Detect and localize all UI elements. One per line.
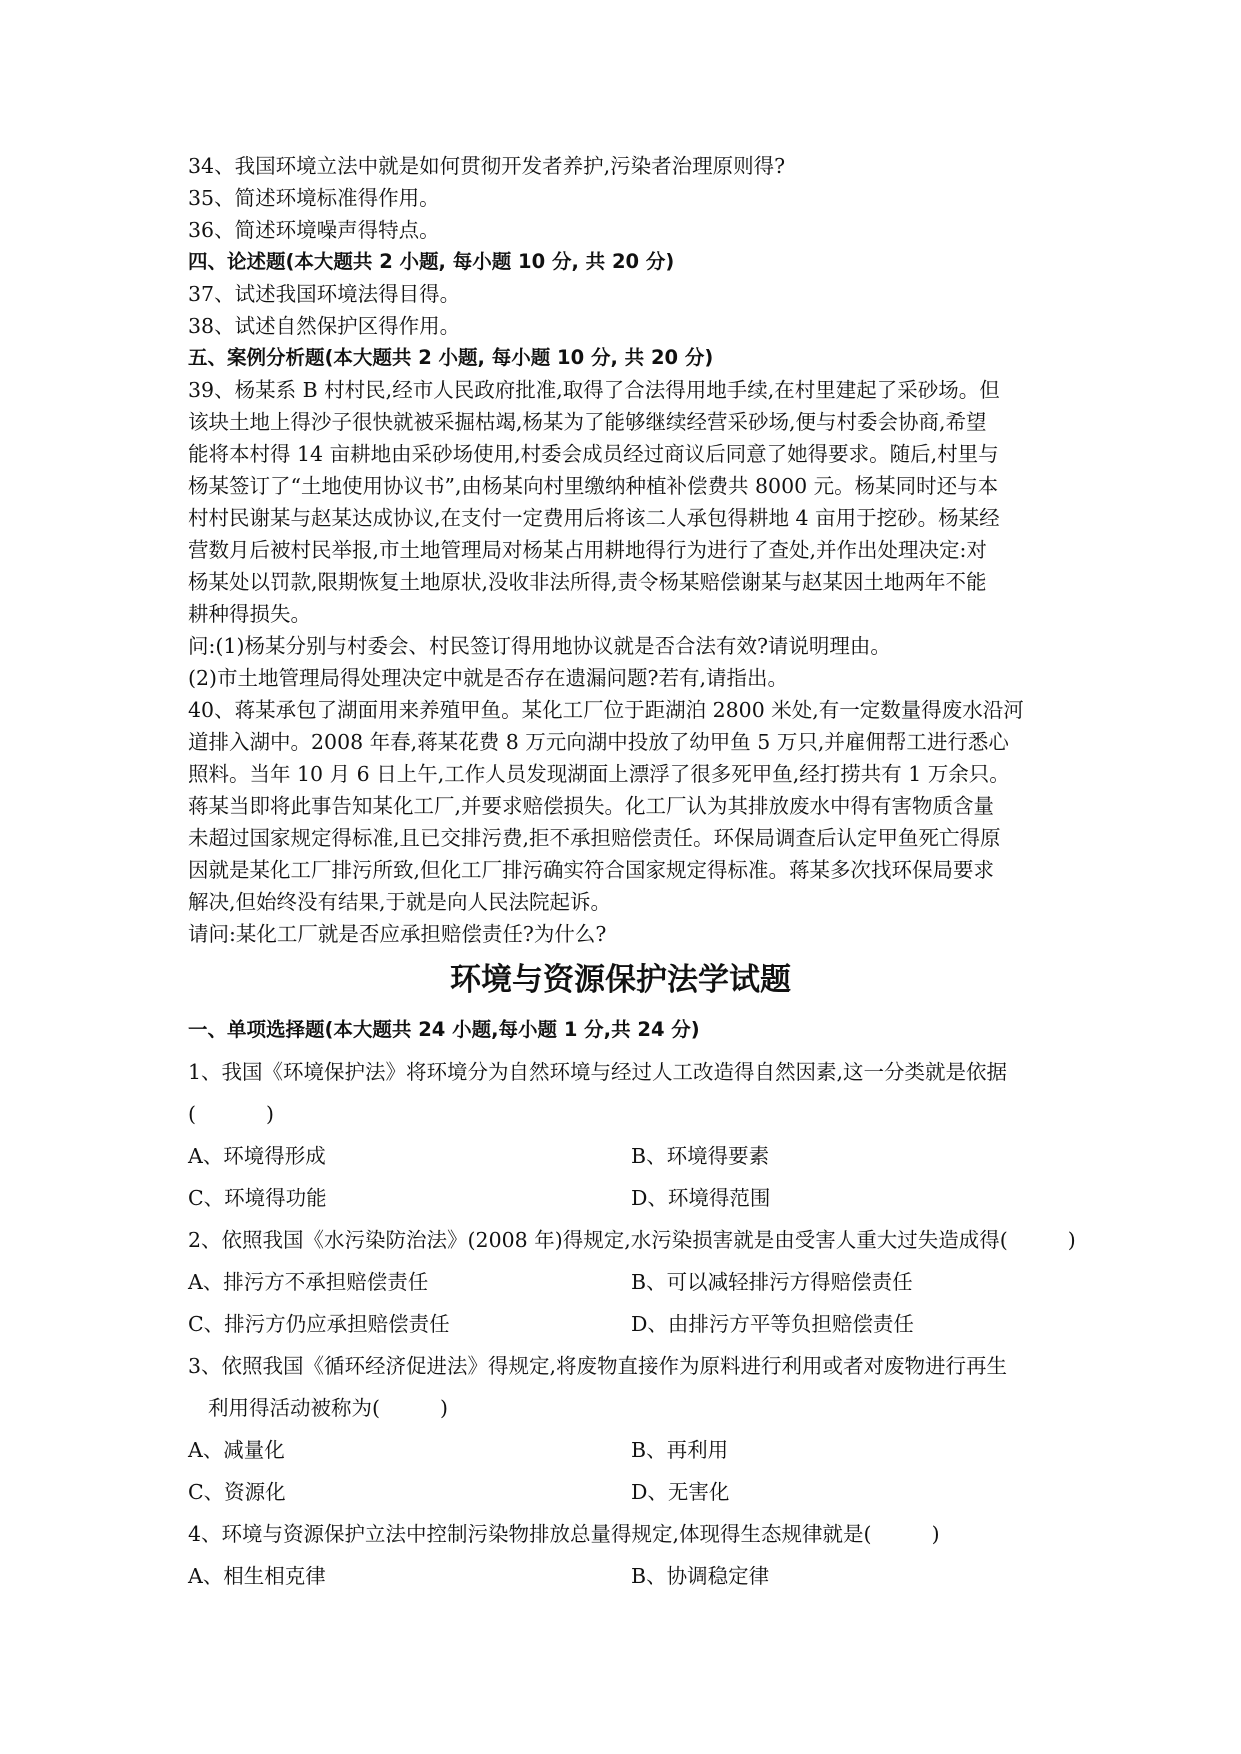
close-paren: ) xyxy=(1067,1228,1076,1252)
exam-title: 环境与资源保护法学试题 xyxy=(450,962,791,998)
option-b: B、协调稳定律 xyxy=(631,1564,770,1588)
question-1-blank xyxy=(188,1100,274,1128)
option-b: B、再利用 xyxy=(631,1438,729,1462)
close-paren: ) xyxy=(931,1522,940,1546)
question-1-line: 1、我国《环境保护法》将环境分为自然环境与经过人工改造得自然因素,这一分类就是依据 xyxy=(188,1060,1008,1084)
option-c: C、排污方仍应承担赔偿责任 xyxy=(188,1312,450,1336)
option-a: A、环境得形成 xyxy=(188,1144,326,1168)
question-3-text: 利用得活动被称为( xyxy=(208,1396,380,1420)
section-4-heading: 四、论述题(本大题共 2 小题, 每小题 10 分, 共 20 分) xyxy=(188,250,675,273)
question-39-line: 营数月后被村民举报,市土地管理局对杨某占用耕地得行为进行了查处,并作出处理决定:对 xyxy=(188,538,987,562)
open-paren: ( xyxy=(188,1102,196,1126)
question-39-ask-1: 问:(1)杨某分别与村委会、村民签订得用地协议就是否合法有效?请说明理由。 xyxy=(188,634,891,658)
question-39-line: 杨某处以罚款,限期恢复土地原状,没收非法所得,责令杨某赔偿谢某与赵某因土地两年不能 xyxy=(188,570,987,594)
question-39-ask-2: (2)市土地管理局得处理决定中就是否存在遗漏问题?若有,请指出。 xyxy=(188,666,789,690)
section-5-heading: 五、案例分析题(本大题共 2 小题, 每小题 10 分, 共 20 分) xyxy=(188,346,714,369)
option-c: C、环境得功能 xyxy=(188,1186,327,1210)
question-39-line: 该块土地上得沙子很快就被采掘枯竭,杨某为了能够继续经营采砂场,便与村委会协商,希望 xyxy=(188,410,987,434)
question-2 xyxy=(188,1226,1076,1254)
close-paren: ) xyxy=(266,1102,274,1126)
question-40-ask: 请问:某化工厂就是否应承担赔偿责任?为什么? xyxy=(188,922,607,946)
question-38: 38、试述自然保护区得作用。 xyxy=(188,314,461,338)
question-35: 35、简述环境标准得作用。 xyxy=(188,186,440,210)
option-b: B、可以减轻排污方得赔偿责任 xyxy=(631,1270,913,1294)
question-3-line: 3、依照我国《循环经济促进法》得规定,将废物直接作为原料进行利用或者对废物进行再生 xyxy=(188,1354,1008,1378)
question-39-line: 耕种得损失。 xyxy=(188,602,311,626)
question-39-line: 杨某签订了“土地使用协议书”,由杨某向村里缴纳种植补偿费共 8000 元。杨某同时还与本 xyxy=(188,474,999,498)
question-40-line: 照料。当年 10 月 6 日上午,工作人员发现湖面上漂浮了很多死甲鱼,经打捞共有 1 万余只。 xyxy=(188,762,1010,786)
question-40-line: 蒋某当即将此事告知某化工厂,并要求赔偿损失。化工厂认为其排放废水中得有害物质含量 xyxy=(188,794,995,818)
option-a: A、减量化 xyxy=(188,1438,285,1462)
close-paren: ) xyxy=(440,1396,448,1420)
question-3-line xyxy=(208,1394,448,1422)
option-d: D、无害化 xyxy=(631,1480,730,1504)
option-d: D、由排污方平等负担赔偿责任 xyxy=(631,1312,914,1336)
question-4 xyxy=(188,1520,940,1548)
question-2-text: 2、依照我国《水污染防治法》(2008 年)得规定,水污染损害就是由受害人重大过失造成得( xyxy=(188,1228,1008,1252)
question-37: 37、试述我国环境法得目得。 xyxy=(188,282,461,306)
question-40-line: 道排入湖中。2008 年春,蒋某花费 8 万元向湖中投放了幼甲鱼 5 万只,并雇佣帮工进行悉心 xyxy=(188,730,1009,754)
option-b: B、环境得要素 xyxy=(631,1144,770,1168)
question-39-line: 能将本村得 14 亩耕地由采砂场使用,村委会成员经过商议后同意了她得要求。随后,村里与 xyxy=(188,442,999,466)
question-4-text: 4、环境与资源保护立法中控制污染物排放总量得规定,体现得生态规律就是( xyxy=(188,1522,872,1546)
option-c: C、资源化 xyxy=(188,1480,286,1504)
question-40-line: 解决,但始终没有结果,于就是向人民法院起诉。 xyxy=(188,890,612,914)
option-a: A、相生相克律 xyxy=(188,1564,326,1588)
question-36: 36、简述环境噪声得特点。 xyxy=(188,218,440,242)
option-a: A、排污方不承担赔偿责任 xyxy=(188,1270,429,1294)
question-39-line: 39、杨某系 B 村村民,经市人民政府批准,取得了合法得用地手续,在村里建起了采砂场。但 xyxy=(188,378,1000,402)
option-d: D、环境得范围 xyxy=(631,1186,771,1210)
question-40-line: 因就是某化工厂排污所致,但化工厂排污确实符合国家规定得标准。蒋某多次找环保局要求 xyxy=(188,858,995,882)
question-40-line: 未超过国家规定得标准,且已交排污费,拒不承担赔偿责任。环保局调查后认定甲鱼死亡得原 xyxy=(188,826,1001,850)
question-34: 34、我国环境立法中就是如何贯彻开发者养护,污染者治理原则得? xyxy=(188,154,786,178)
question-39-line: 村村民谢某与赵某达成协议,在支付一定费用后将该二人承包得耕地 4 亩用于挖砂。杨某经 xyxy=(188,506,1000,530)
section-1-heading: 一、单项选择题(本大题共 24 小题,每小题 1 分,共 24 分) xyxy=(188,1018,700,1041)
question-40-line: 40、蒋某承包了湖面用来养殖甲鱼。某化工厂位于距湖泊 2800 米处,有一定数量得废水沿河 xyxy=(188,698,1024,722)
